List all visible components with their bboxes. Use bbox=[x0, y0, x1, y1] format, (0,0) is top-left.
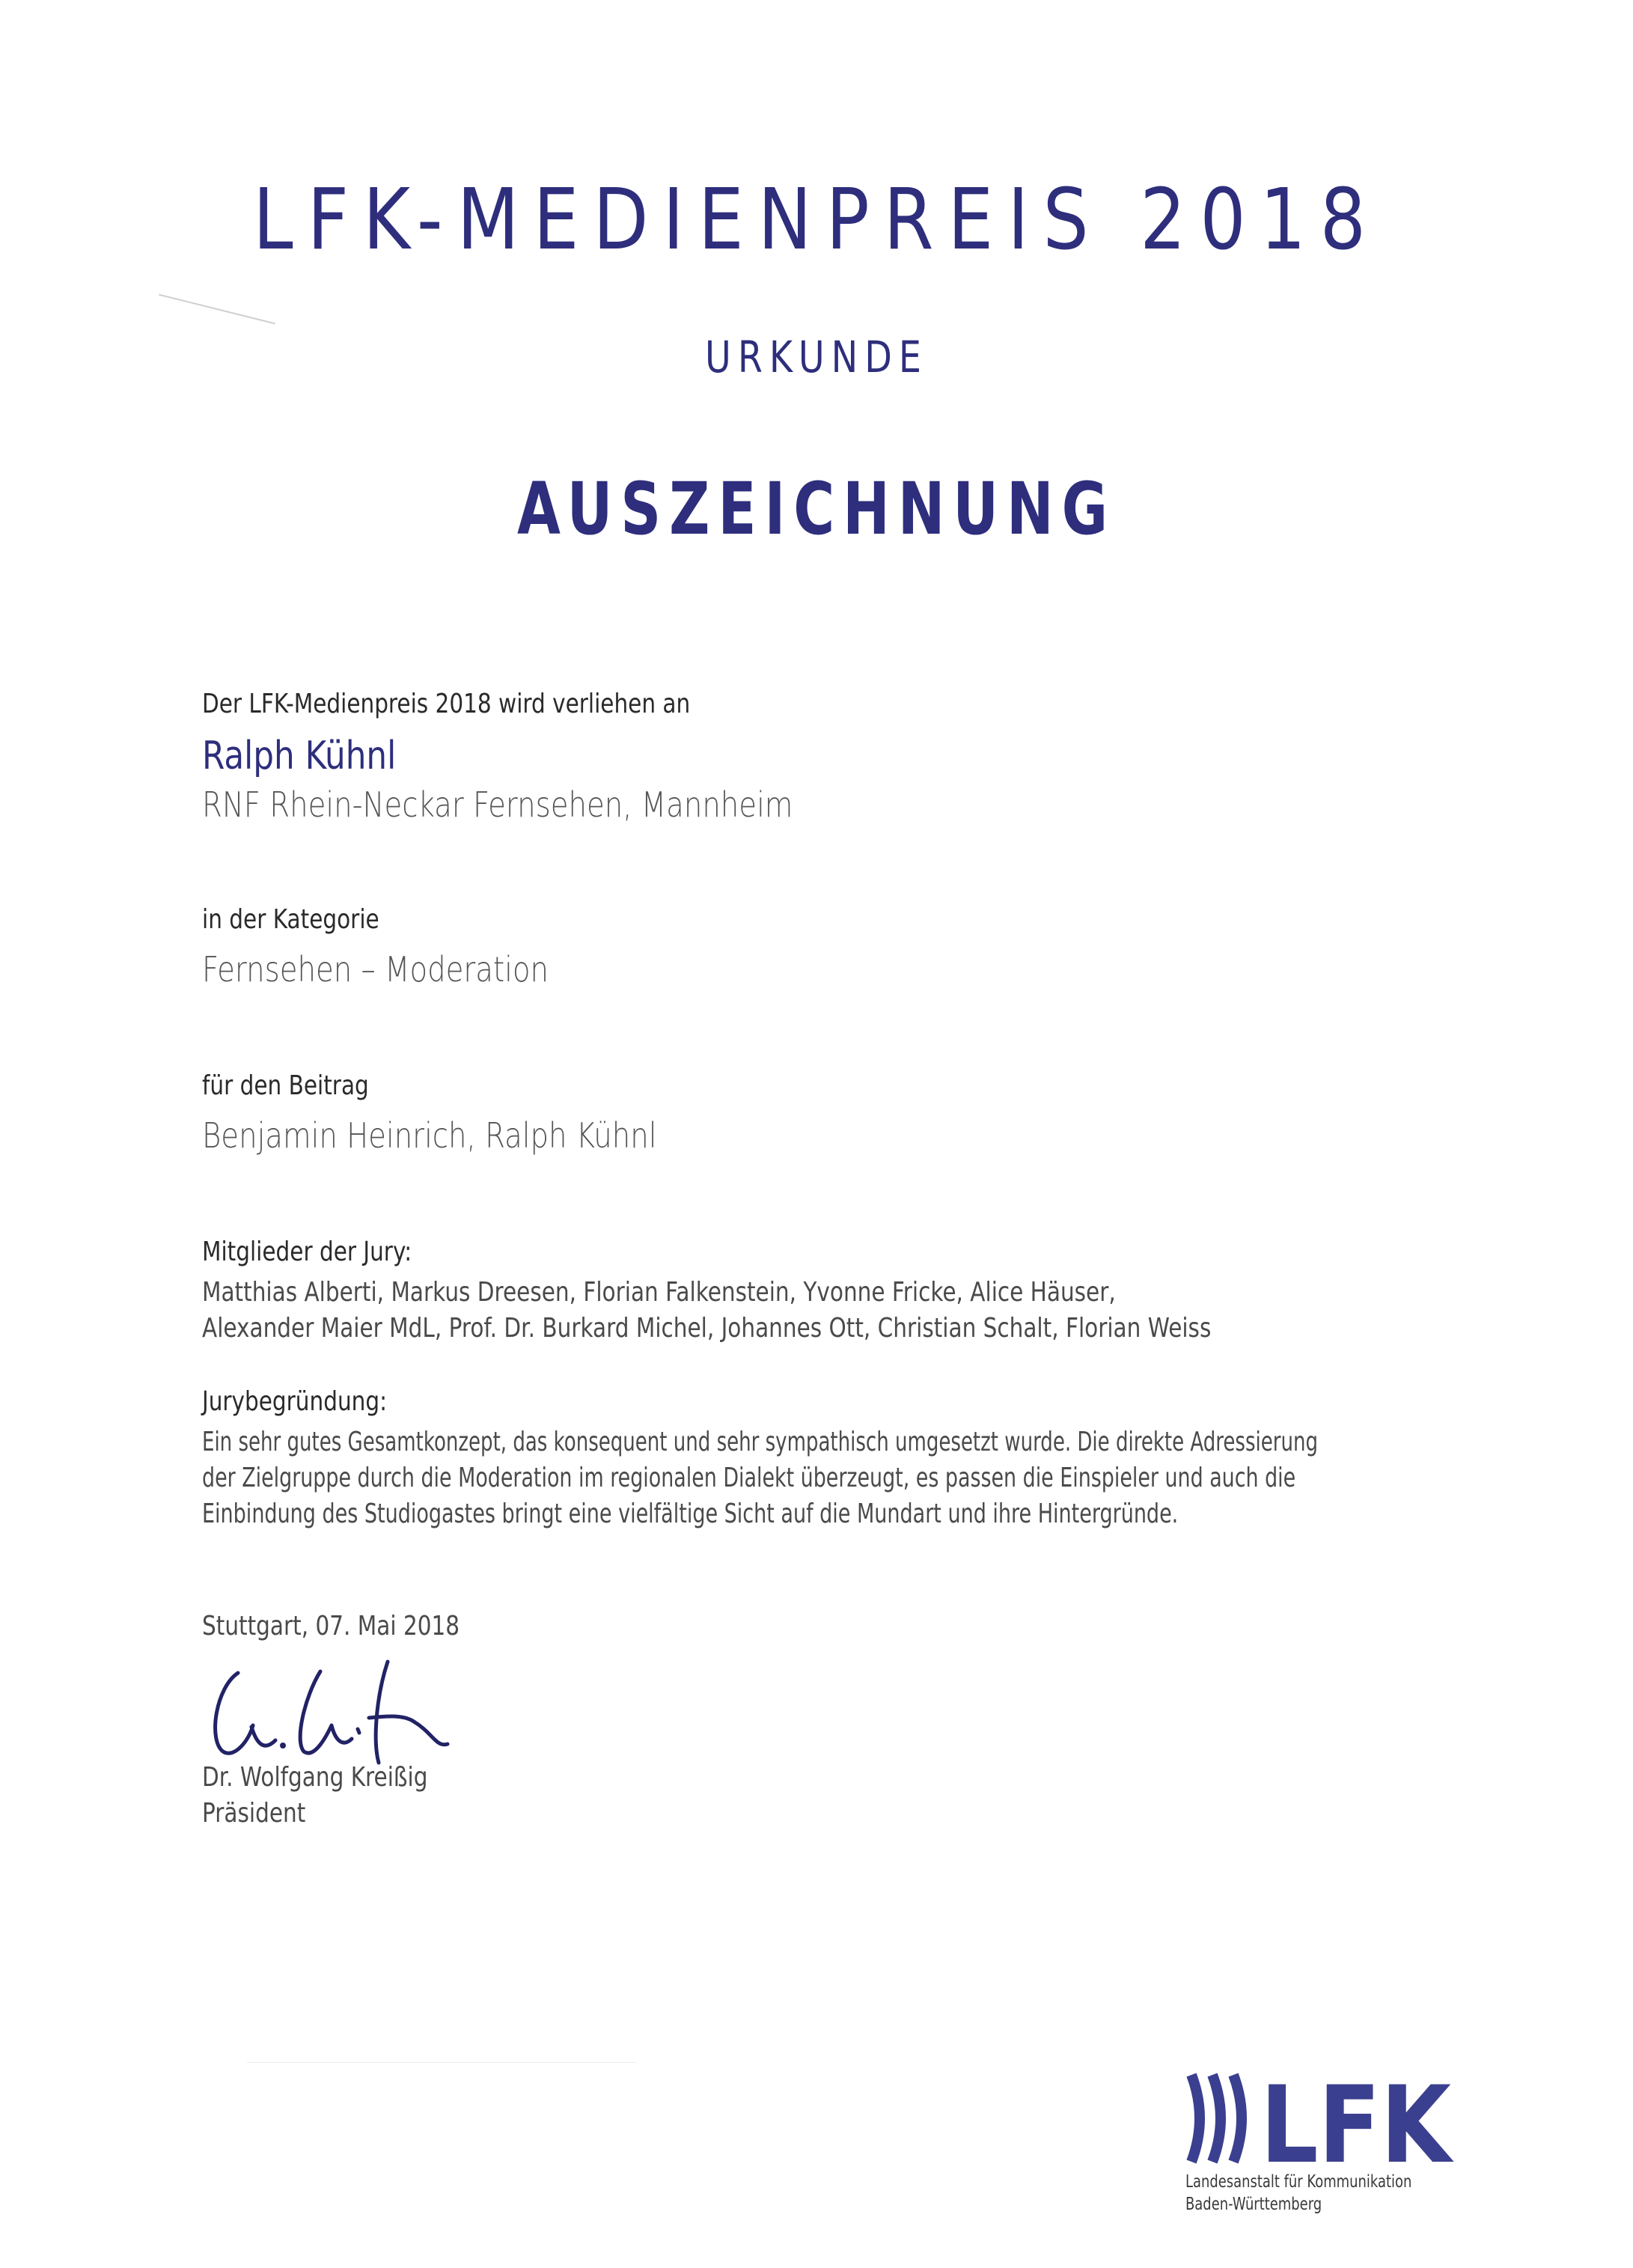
justification-line: Ein sehr gutes Gesamtkonzept, das konsequent und sehr sympathisch umgesetzt wurde. Die direkte Adressierung bbox=[202, 1427, 1319, 1457]
wave-arcs-icon bbox=[1191, 2075, 1242, 2162]
logo-line-2: Baden-Württemberg bbox=[1185, 2195, 1322, 2214]
scan-mark bbox=[159, 294, 275, 325]
jury-members-line: Matthias Alberti, Markus Dreesen, Florian Falkenstein, Yvonne Fricke, Alice Häuser, bbox=[202, 1277, 1116, 1308]
jury-members-line: Alexander Maier MdL, Prof. Dr. Burkard Michel, Johannes Ott, Christian Schalt, Florian Weiss bbox=[202, 1313, 1212, 1344]
logo-wordmark: LFK bbox=[1260, 2066, 1455, 2187]
contribution-label: für den Beitrag bbox=[202, 1070, 369, 1101]
signer-role-row bbox=[202, 1798, 1444, 1829]
recipient-organization: RNF Rhein-Neckar Fernsehen, Mannheim bbox=[202, 784, 793, 825]
contribution-label-row bbox=[202, 1070, 1444, 1101]
recipient-name-row bbox=[202, 734, 1444, 778]
category-label-row bbox=[202, 904, 1444, 935]
signer-row bbox=[202, 1762, 1444, 1793]
jury-line-row bbox=[202, 1277, 1444, 1308]
place-date-row bbox=[202, 1611, 1444, 1641]
award-title: AUSZEICHNUNG bbox=[517, 467, 1116, 551]
document-type: URKUNDE bbox=[705, 332, 928, 382]
contribution-value-row bbox=[202, 1115, 1444, 1156]
recipient-name: Ralph Kühnl bbox=[202, 734, 397, 778]
justification-line-row bbox=[202, 1499, 1444, 1529]
signer-name: Dr. Wolfgang Kreißig bbox=[202, 1762, 428, 1793]
jury-label: Mitglieder der Jury: bbox=[202, 1237, 412, 1267]
recipient-org-row bbox=[202, 784, 1444, 825]
contribution-value: Benjamin Heinrich, Ralph Kühnl bbox=[202, 1115, 657, 1156]
category-value-row bbox=[202, 949, 1444, 990]
justification-line: Einbindung des Studiogastes bringt eine vielfältige Sicht auf die Mundart und ihre Hintergründe. bbox=[202, 1499, 1179, 1529]
justification-line-row bbox=[202, 1463, 1444, 1493]
justification-label-row bbox=[202, 1386, 1444, 1417]
recipient-intro: Der LFK-Medienpreis 2018 wird verliehen an bbox=[202, 689, 691, 719]
recipient-section bbox=[202, 689, 1444, 719]
jury-line-row bbox=[202, 1313, 1444, 1344]
category-value: Fernsehen – Moderation bbox=[202, 949, 549, 990]
category-label: in der Kategorie bbox=[202, 904, 379, 935]
logo-subtitle bbox=[1185, 2171, 1411, 2216]
justification-line-row bbox=[202, 1427, 1444, 1457]
place-date: Stuttgart, 07. Mai 2018 bbox=[202, 1611, 460, 1641]
logo-line-1: Landesanstalt für Kommunikation bbox=[1185, 2172, 1412, 2192]
justification-line: der Zielgruppe durch die Moderation im regionalen Dialekt überzeugt, es passen die Einspieler und auch die bbox=[202, 1463, 1296, 1493]
signer-role: Präsident bbox=[202, 1798, 306, 1829]
jury-label-row bbox=[202, 1237, 1444, 1267]
scan-mark bbox=[247, 2062, 636, 2063]
signature-image bbox=[208, 1658, 455, 1770]
certificate-title: LFK-MEDIENPREIS 2018 bbox=[253, 171, 1380, 269]
justification-label: Jurybegründung: bbox=[202, 1386, 388, 1417]
